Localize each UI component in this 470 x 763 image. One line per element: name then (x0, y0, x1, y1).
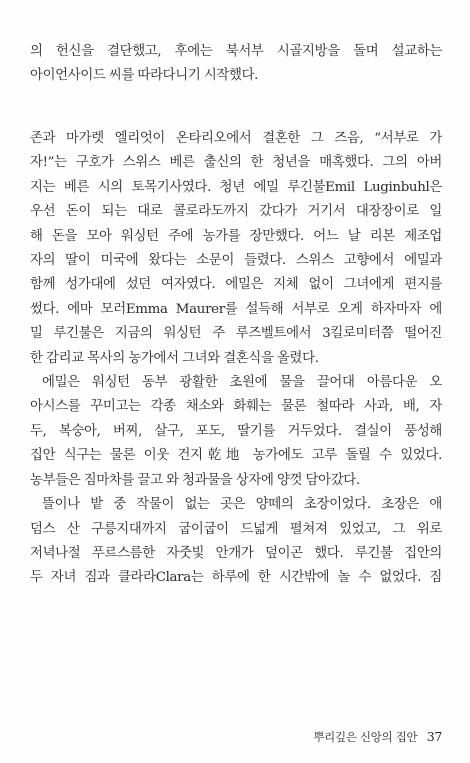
text-line: 우선 돈이 되는 대로 콜로라도까지 갔다가 거기서 대장장이로 일 (30, 204, 442, 220)
text-line: 밀 루긴불은 지금의 워싱턴 주 루즈벨트에서 3킬로미터쯤 떨어진 (30, 326, 442, 342)
text-line: 해 돈을 모아 워싱턴 주에 농가를 장만했다. 어느 날 리본 제조업 (30, 228, 442, 244)
text-line: 함께 성가대에 섰던 여자였다. 에밀은 지체 없이 그녀에게 편지를 (30, 277, 442, 293)
page-number: 37 (426, 729, 442, 744)
text-line: 자의 딸이 미국에 왔다는 소문이 들렸다. 스위스 고향에서 에밀과 (30, 253, 442, 269)
page-footer (313, 729, 442, 745)
text-line: 아시스를 꾸미고는 각종 채소와 화훼는 물론 철따라 사과, 배, 자 (30, 399, 442, 415)
running-title: 뿌리깊은 신앙의 집안 (313, 730, 418, 744)
text-line: 에밀은 워싱턴 동부 광활한 초원에 물을 끌어대 아름다운 오 (42, 375, 442, 391)
text-line: 덤스 산 구릉지대까지 굽이굽이 드넓게 펼쳐져 있었고, 그 위로 (30, 521, 442, 537)
paragraph-pasture (30, 493, 442, 591)
continued-paragraph (30, 40, 442, 89)
text-line: 아이언사이드 씨를 따라다니기 시작했다. (30, 68, 259, 84)
text-line: 자!”는 구호가 스위스 베른 출신의 한 청년을 매혹했다. 그의 아버 (30, 155, 442, 171)
text-line: 의 헌신을 결단했고, 후에는 북서부 시골지방을 돌며 설교하는 (30, 44, 442, 59)
text-line: 지는 베른 시의 토목기사였다. 청년 에밀 루긴불Emil Luginbuhl은 (30, 179, 442, 195)
text-line: 두, 복숭아, 버찌, 살구, 포도, 딸기를 거두었다. 결실이 풍성해 (30, 423, 442, 439)
text-line: 썼다. 에마 모러Emma Maurer를 설득해 서부로 오게 하자마자 에 (30, 301, 442, 317)
text-line: 농부들은 짐마차를 끌고 와 청과물을 상자에 양껏 담아갔다. (30, 472, 360, 488)
text-line: 두 자녀 짐과 클라라Clara는 하루에 한 시간밖에 놀 수 없었다. 짐 (30, 570, 442, 586)
text-line: 집안 식구는 물론 이웃 건지乾地 농가에도 고루 돌릴 수 있었다. (30, 448, 442, 464)
text-line: 저녁나절 푸르스름한 자줏빛 안개가 덮이곤 했다. 루긴불 집안의 (30, 545, 442, 561)
body-text (30, 127, 442, 591)
text-line: 존과 마가렛 엘리엇이 온타리오에서 결혼한 그 즈음, “서부로 가 (30, 131, 442, 146)
paragraph-elliot-luginbuhl (30, 127, 442, 371)
text-line: 뜰이나 밭 중 작물이 없는 곳은 양떼의 초장이었다. 초장은 애 (42, 497, 442, 513)
paragraph-orchard (30, 371, 442, 493)
text-line: 한 감리교 목사의 농가에서 그녀와 결혼식을 올렸다. (30, 350, 319, 366)
